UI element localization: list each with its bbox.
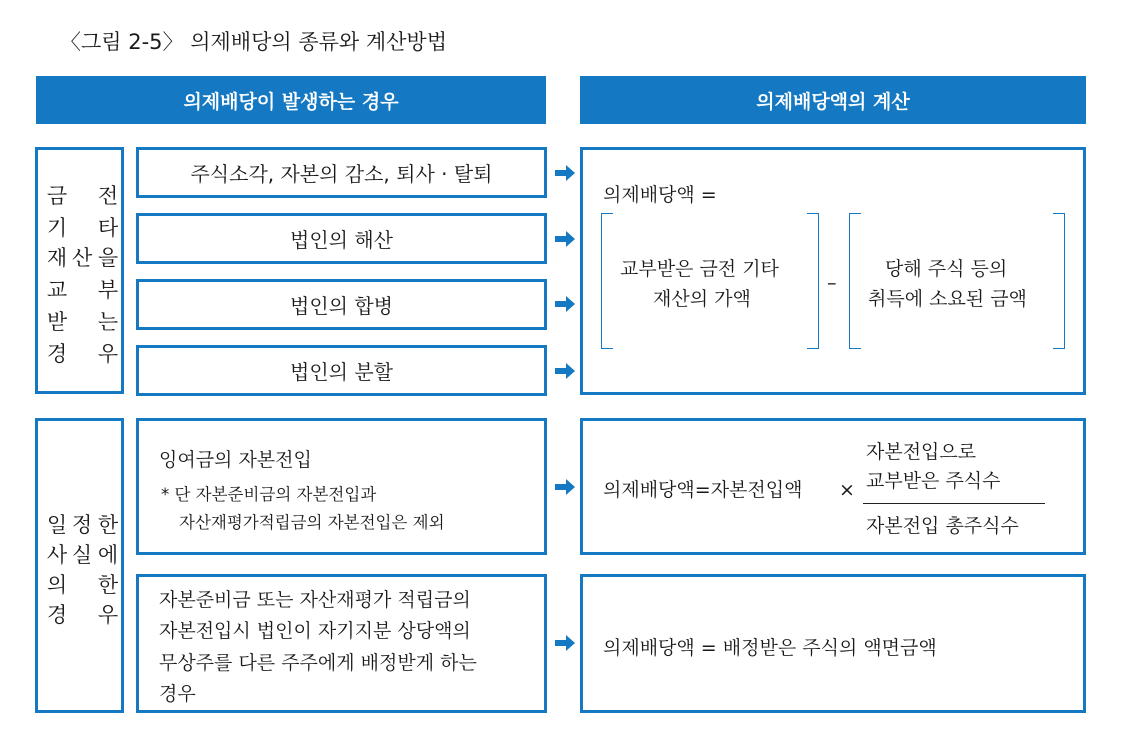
bracket-right <box>1053 213 1065 349</box>
category-char: 부 <box>97 278 119 302</box>
bracket-right <box>807 213 819 349</box>
category-char: 금 <box>46 184 68 208</box>
case-note-line2: 자산재평가적립금의 자본전입은 제외 <box>179 513 445 532</box>
case-title: 잉여금의 자본전입 <box>159 449 312 471</box>
case-text-line4: 경우 <box>159 683 196 705</box>
header-left <box>36 76 546 124</box>
category-char: 우 <box>97 342 119 366</box>
times-operator: × <box>839 479 855 501</box>
header-right-label: 의제배당액의 계산 <box>756 90 910 113</box>
arrow-right-icon <box>555 479 575 495</box>
case-note-line1: * 단 자본준비금의 자본전입과 <box>161 485 377 504</box>
header-left-label: 의제배당이 발생하는 경우 <box>183 90 399 113</box>
calc-lhs: 의제배당액=자본전입액 <box>603 479 803 501</box>
calc-box-bonus-share <box>580 574 1086 713</box>
fraction-line <box>863 503 1045 504</box>
category-char: 경 <box>46 342 68 366</box>
bracket-left <box>601 213 613 349</box>
category-char: 는 <box>97 310 119 334</box>
acquisition-cost-line1: 당해 주식 등의 <box>885 258 1008 280</box>
category-char: 한 <box>97 513 119 537</box>
category-char: 사 <box>46 543 68 567</box>
calc-box-general <box>580 147 1086 395</box>
arrow-right-icon <box>555 296 575 312</box>
case-text-line2: 자본전입시 법인이 자기지분 상당액의 <box>159 620 471 642</box>
category-cash-property <box>35 147 124 394</box>
case-split <box>136 345 547 396</box>
case-bonus-share-allocation <box>136 574 547 713</box>
header-right <box>580 76 1086 124</box>
numerator-line1: 자본전입으로 <box>866 441 977 463</box>
case-stock-cancellation <box>136 147 547 198</box>
case-label: 법인의 분할 <box>290 360 393 384</box>
numerator-line2: 교부받은 주식수 <box>866 470 1001 492</box>
arrow-right-icon <box>555 231 575 247</box>
category-char: 타 <box>97 216 119 240</box>
case-merger <box>136 279 547 330</box>
arrow-right-icon <box>555 165 575 181</box>
category-char: 교 <box>46 278 68 302</box>
arrow-right-icon <box>555 635 575 651</box>
case-label: 법인의 합병 <box>290 294 393 318</box>
calc-label: 의제배당액 = <box>603 184 717 206</box>
category-char: 우 <box>97 603 119 627</box>
category-certain-facts <box>35 418 124 713</box>
category-char: 에 <box>97 543 119 567</box>
figure-title: 〈그림 2-5〉 의제배당의 종류와 계산방법 <box>60 30 448 54</box>
bracket-left <box>849 213 861 349</box>
case-label: 법인의 해산 <box>290 228 393 252</box>
calc-formula: 의제배당액 = 배정받은 주식의 액면금액 <box>603 637 937 659</box>
category-char: 전 <box>97 184 119 208</box>
case-dissolution <box>136 213 547 264</box>
case-label: 주식소각, 자본의 감소, 퇴사 · 탈퇴 <box>190 162 493 186</box>
case-text-line3: 무상주를 다른 주주에게 배정받게 하는 <box>159 652 477 674</box>
arrow-right-icon <box>555 363 575 379</box>
category-char: 경 <box>46 603 68 627</box>
category-char: 받 <box>46 310 68 334</box>
acquisition-cost-line2: 취득에 소요된 금액 <box>868 288 1027 310</box>
received-value-line1: 교부받은 금전 기타 <box>620 258 779 280</box>
case-text-line1: 자본준비금 또는 자산재평가 적립금의 <box>159 589 471 611</box>
category-char: 한 <box>97 573 119 597</box>
minus-operator: – <box>827 272 837 294</box>
category-char: 기 <box>46 216 68 240</box>
category-char: 의 <box>46 573 68 597</box>
denominator: 자본전입 총주식수 <box>866 515 1019 537</box>
case-surplus-capitalization <box>136 418 547 555</box>
category-char: 을 <box>97 246 119 270</box>
category-char: 정 <box>71 513 93 537</box>
calc-box-capitalization <box>580 418 1086 555</box>
category-char: 산 <box>71 246 93 270</box>
category-char: 재 <box>46 246 68 270</box>
category-char: 실 <box>71 543 93 567</box>
category-char: 일 <box>46 513 68 537</box>
received-value-line2: 재산의 가액 <box>653 288 751 310</box>
